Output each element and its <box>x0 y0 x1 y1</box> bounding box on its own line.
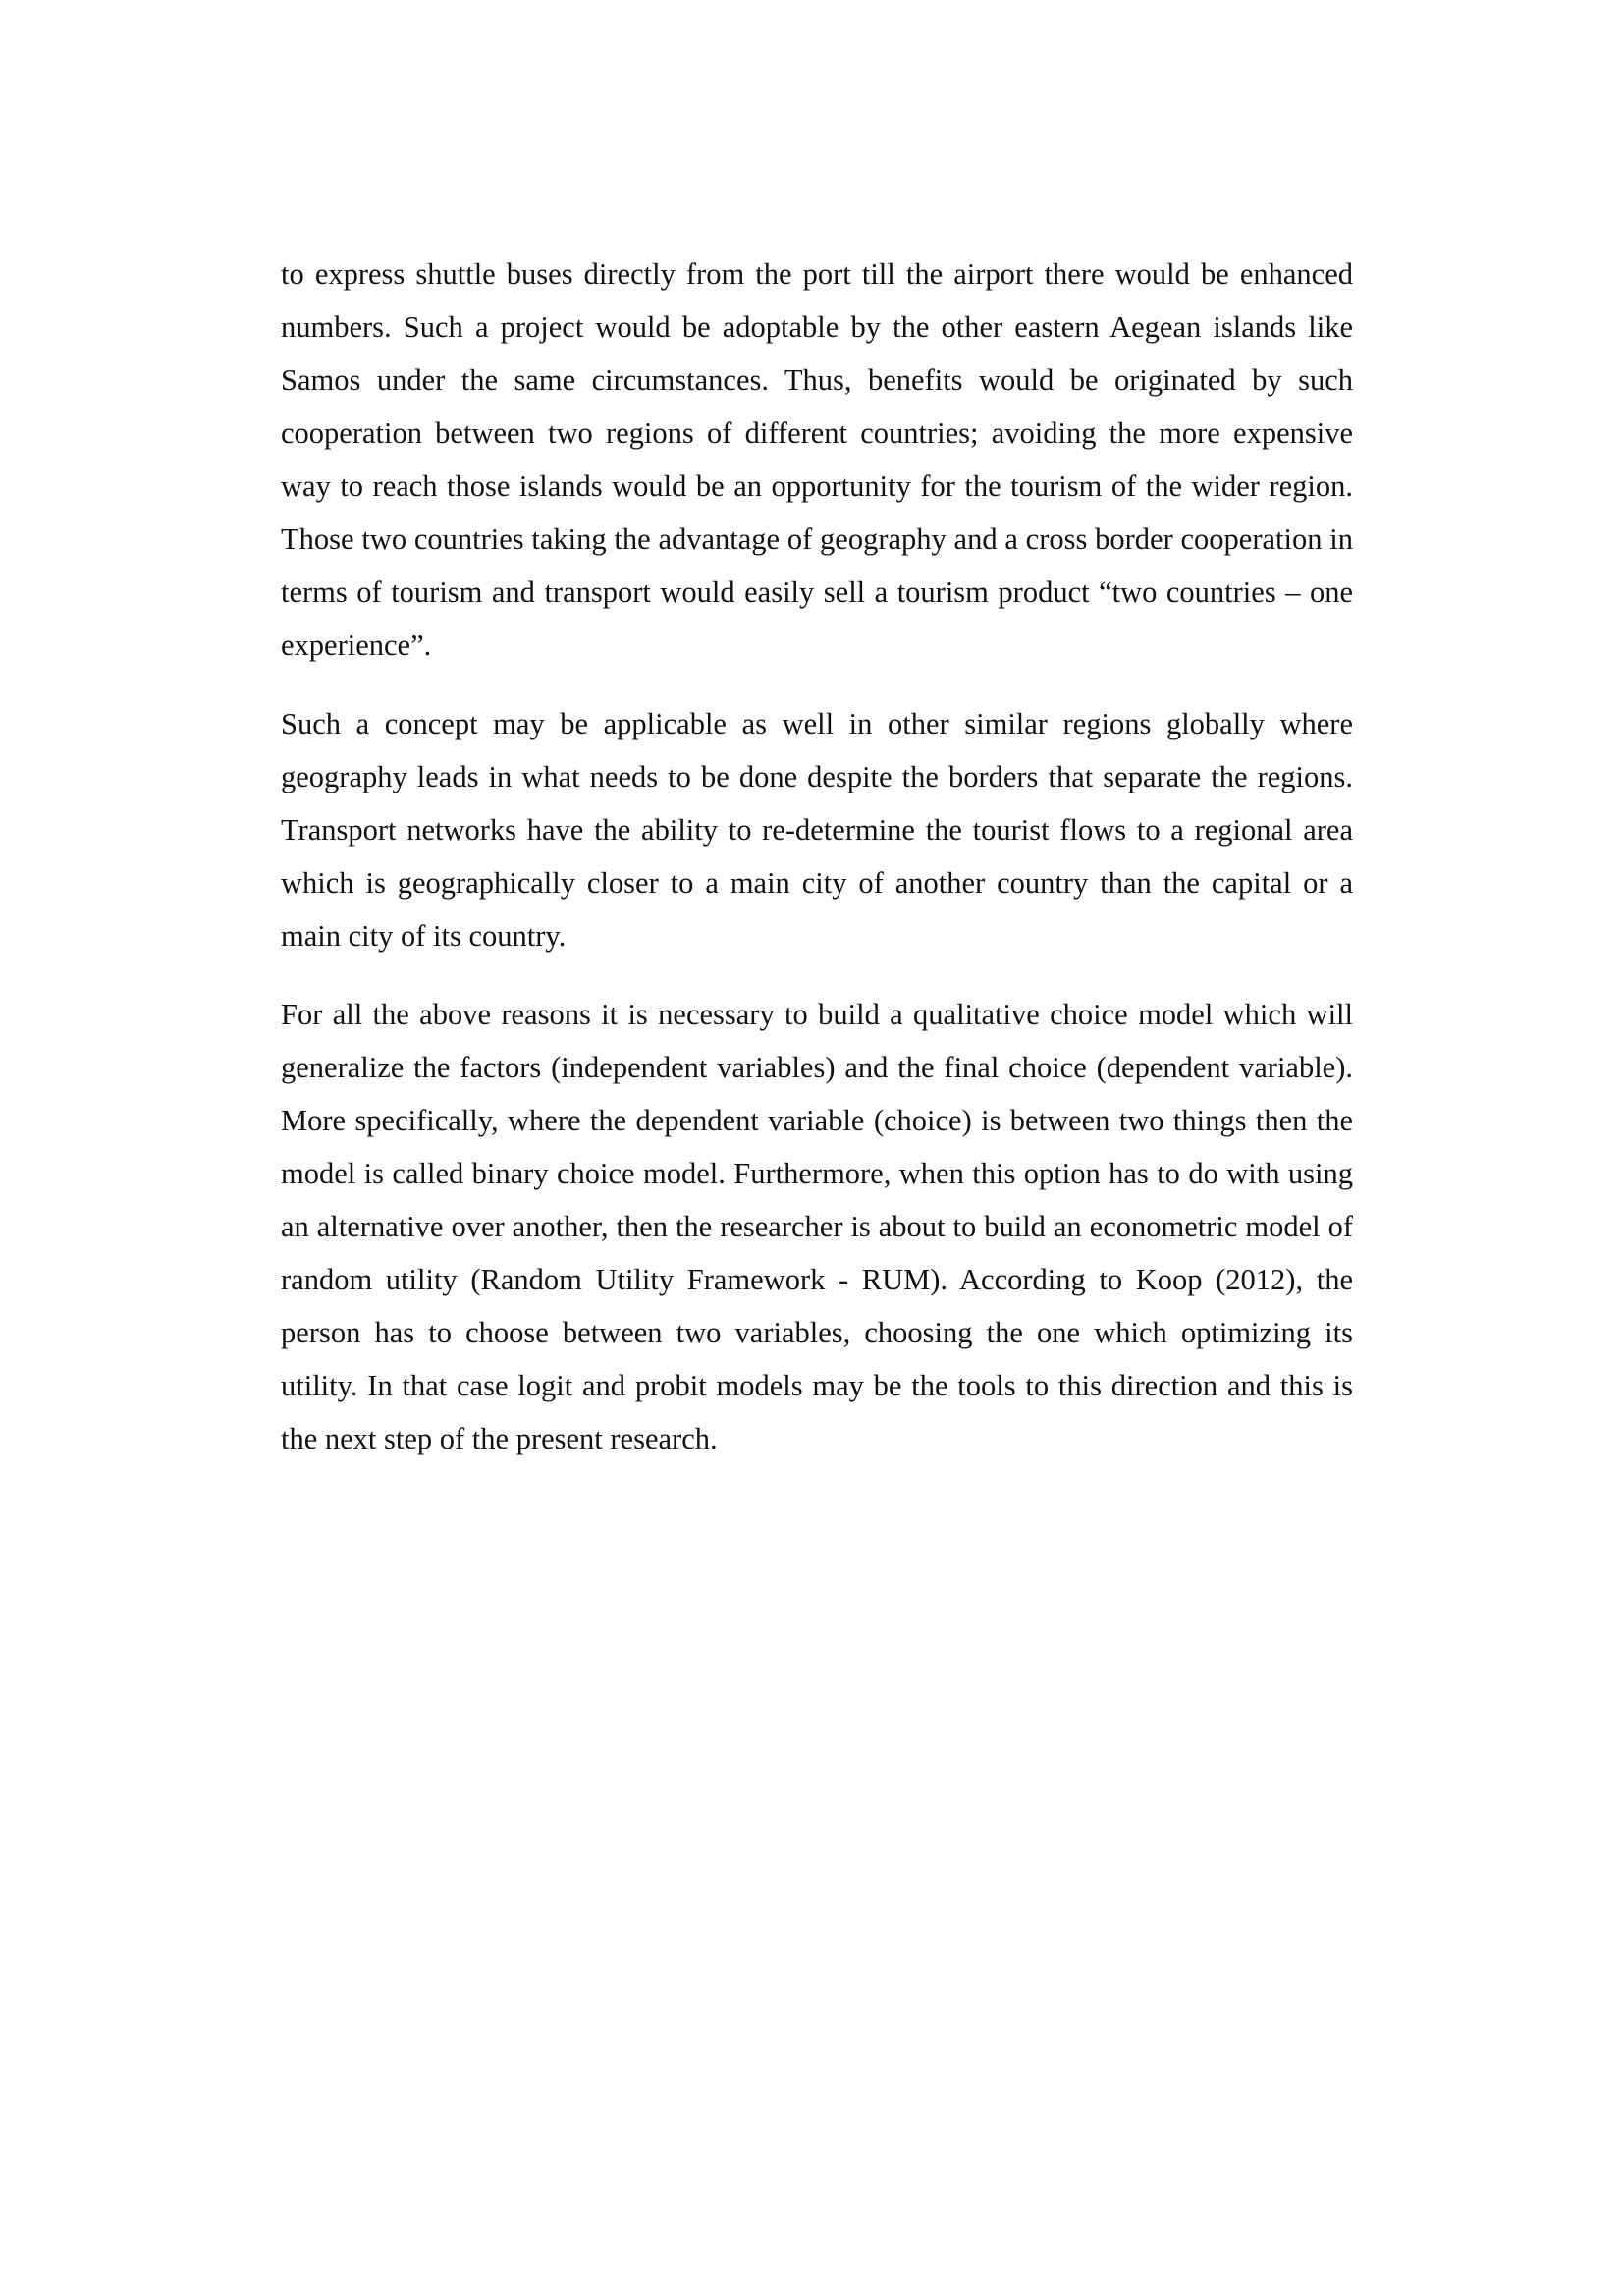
paragraph-2: Such a concept may be applicable as well in other similar regions globally where geography leads in what needs to be done despite the borders that separate the regions. Transport networks have the ability to re-determine the tourist flows to a regional area which is geographically closer to a main city of another country than the capital or a main city of its country. <box>281 707 1353 953</box>
document-body <box>281 247 1353 1491</box>
paragraph-3: For all the above reasons it is necessary to build a qualitative choice model which will generalize the factors (independent variables) and the final choice (dependent variable). More specifically, where the dependent variable (choice) is between two things then the model is called binary choice model. Furthermore, when this option has to do with using an alternative over another, then the researcher is about to build an econometric model of random utility (Random Utility Framework - RUM). According to Koop (2012), the person has to choose between two variables, choosing the one which optimizing its utility. In that case logit and probit models may be the tools to this direction and this is the next step of the present research. <box>281 998 1353 1455</box>
paragraph-1: to express shuttle buses directly from the port till the airport there would be enhanced numbers. Such a project would be adoptable by the other eastern Aegean islands like Samos under the same circumstances. Thus, benefits would be originated by such cooperation between two regions of different countries; avoiding the more expensive way to reach those islands would be an opportunity for the tourism of the wider region. Those two countries taking the advantage of geography and a cross border cooperation in terms of tourism and transport would easily sell a tourism product “two countries – one experience”. <box>281 257 1353 662</box>
